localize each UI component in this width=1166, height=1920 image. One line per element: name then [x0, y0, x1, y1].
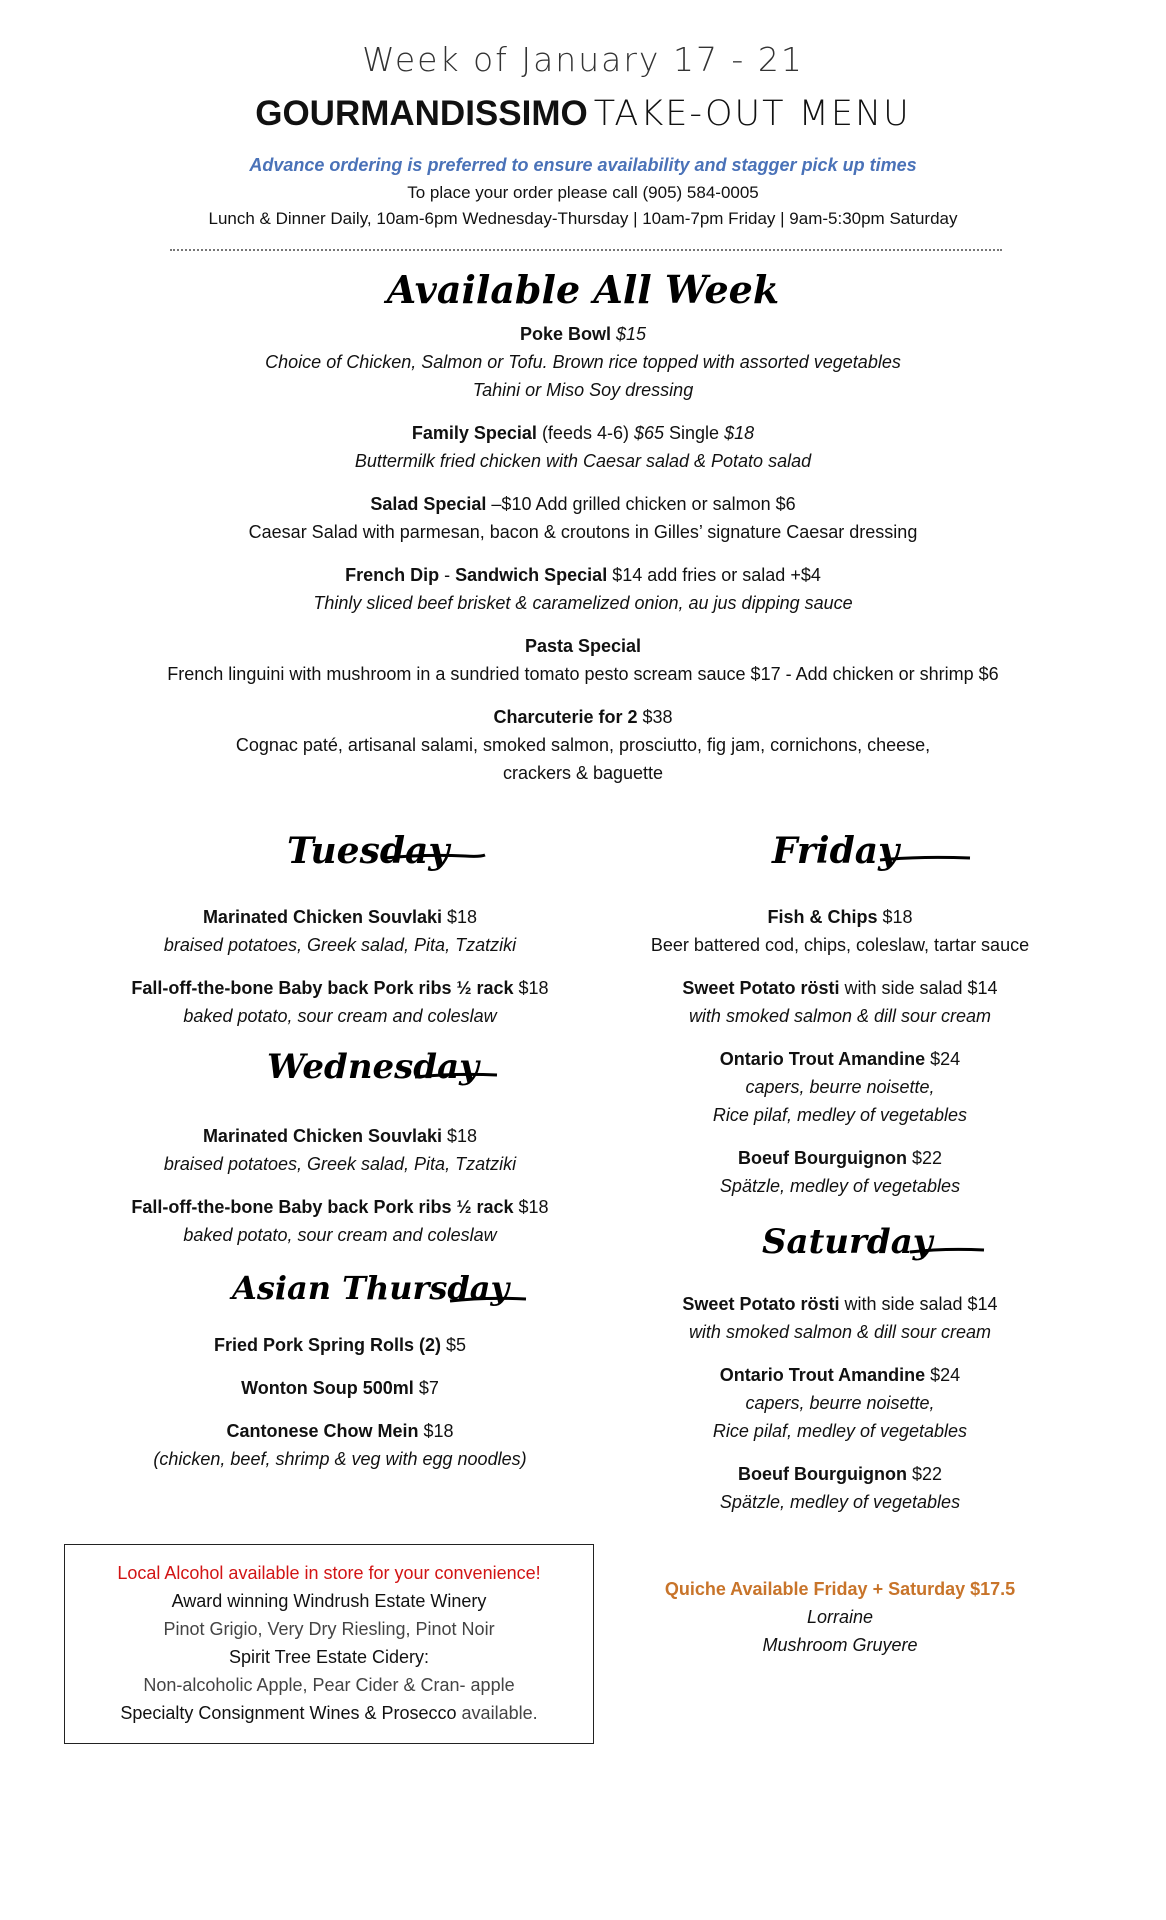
thursday-item3-price: $18	[418, 1421, 454, 1441]
charcuterie-desc2: crackers & baguette	[502, 763, 664, 783]
thursday-flourish	[230, 1267, 530, 1325]
alcohol-line6b: available.	[456, 1703, 538, 1723]
friday-item3-name: Ontario Trout Amandine	[719, 1049, 926, 1069]
thursday-item-3	[60, 1417, 620, 1473]
poke-bowl-desc1: Choice of Chicken, Salmon or Tofu. Brown rice topped with assorted vegetables	[265, 352, 901, 372]
friday-item4-desc: Spätzle, medley of vegetables	[719, 1176, 961, 1196]
quiche-block	[600, 1575, 1080, 1659]
advance-ordering-note: Advance ordering is preferred to ensure availability and stagger pick up times	[249, 155, 917, 175]
friday-item-4	[600, 1144, 1080, 1200]
family-special-single: Single	[664, 423, 725, 443]
tuesday-item-2	[60, 974, 620, 1030]
salad-special-desc: Caesar Salad with parmesan, bacon & croutons in Gilles’ signature Caesar dressing	[248, 522, 918, 542]
heading-wednesday	[265, 1045, 505, 1103]
wednesday-item1-desc: braised potatoes, Greek salad, Pita, Tzatziki	[163, 1154, 517, 1174]
heading-saturday-text: Saturday	[762, 1222, 933, 1262]
saturday-item-3	[600, 1460, 1080, 1516]
local-alcohol-box	[64, 1544, 594, 1744]
friday-item-2	[600, 974, 1080, 1030]
friday-item2-name: Sweet Potato rösti	[682, 978, 840, 998]
heading-available-all-week	[383, 262, 783, 318]
alcohol-line1: Local Alcohol available in store for your convenience!	[117, 1563, 541, 1583]
salad-special-name: Salad Special	[370, 494, 487, 514]
tuesday-item1-desc: braised potatoes, Greek salad, Pita, Tzatziki	[163, 935, 517, 955]
friday-item1-name: Fish & Chips	[767, 907, 878, 927]
pasta-special-name: Pasta Special	[524, 636, 642, 656]
thursday-item3-desc: (chicken, beef, shrimp & veg with egg noodles)	[153, 1449, 527, 1469]
charcuterie-price: $38	[637, 707, 673, 727]
alcohol-line6a: Specialty Consignment Wines & Prosecco	[120, 1703, 457, 1723]
thursday-item2-name: Wonton Soup 500ml	[241, 1378, 414, 1398]
alcohol-line5: Non-alcoholic Apple, Pear Cider & Cran- apple	[143, 1675, 515, 1695]
wednesday-item1-name: Marinated Chicken Souvlaki	[202, 1126, 443, 1146]
heading-asian-thursday-text: Asian Thursday	[232, 1269, 510, 1307]
heading-available-all-week-text: Available All Week	[386, 267, 780, 312]
wednesday-flourish	[265, 1045, 505, 1103]
poke-bowl-name: Poke Bowl	[519, 324, 611, 344]
wednesday-item2-desc: baked potato, sour cream and coleslaw	[183, 1225, 497, 1245]
tuesday-item-1	[60, 903, 620, 959]
week-heading: Week of January 17 - 21	[362, 40, 804, 79]
saturday-item1-desc: with smoked salmon & dill sour cream	[688, 1322, 992, 1342]
thursday-item1-price: $5	[441, 1335, 467, 1355]
saturday-flourish	[760, 1220, 990, 1278]
saturday-item3-name: Boeuf Bourguignon	[737, 1464, 907, 1484]
phone-line: To place your order please call (905) 584-0005	[407, 183, 759, 202]
heading-friday-text: Friday	[772, 830, 899, 872]
salad-special-item	[0, 490, 1166, 546]
family-special-name: Family Special	[411, 423, 537, 443]
thursday-item1-name: Fried Pork Spring Rolls (2)	[213, 1335, 441, 1355]
charcuterie-desc1: Cognac paté, artisanal salami, smoked salmon, prosciutto, fig jam, cornichons, cheese,	[235, 735, 931, 755]
friday-item3-price: $24	[925, 1049, 961, 1069]
header-divider	[170, 249, 1002, 251]
pasta-special-desc: French linguini with mushroom in a sundried tomato pesto scream sauce $17 - Add chicken or shrimp $6	[167, 664, 999, 684]
menu-title	[0, 94, 1166, 134]
heading-tuesday	[285, 828, 495, 884]
friday-item2-desc: with smoked salmon & dill sour cream	[688, 1006, 992, 1026]
pasta-special-item	[0, 632, 1166, 688]
friday-item1-price: $18	[877, 907, 913, 927]
saturday-item-2	[600, 1361, 1080, 1445]
alcohol-line3: Pinot Grigio, Very Dry Riesling, Pinot Noir	[163, 1619, 495, 1639]
charcuterie-name: Charcuterie for 2	[493, 707, 638, 727]
saturday-item3-price: $22	[906, 1464, 942, 1484]
french-dip-name2: Sandwich Special	[455, 565, 608, 585]
friday-flourish	[770, 828, 980, 886]
french-dip-price: $14 add fries or salad +$4	[607, 565, 821, 585]
brand-name: GOURMANDISSIMO	[255, 94, 588, 133]
friday-item4-name: Boeuf Bourguignon	[737, 1148, 907, 1168]
hours-line: Lunch & Dinner Daily, 10am-6pm Wednesday-Thursday | 10am-7pm Friday | 9am-5:30pm Saturday	[208, 209, 958, 228]
tuesday-item1-name: Marinated Chicken Souvlaki	[202, 907, 443, 927]
salad-special-price: –$10 Add grilled chicken or salmon $6	[486, 494, 796, 514]
quiche-title: Quiche Available Friday + Saturday $17.5	[664, 1579, 1016, 1599]
family-special-price: $65	[633, 423, 665, 443]
quiche-option-1: Lorraine	[806, 1607, 874, 1627]
wednesday-item-1	[60, 1122, 620, 1178]
french-dip-sep: -	[439, 565, 456, 585]
family-special-desc: Buttermilk fried chicken with Caesar salad & Potato salad	[354, 451, 812, 471]
tuesday-item2-price: $18	[513, 978, 549, 998]
french-dip-name: French Dip	[345, 565, 440, 585]
poke-bowl-item	[0, 320, 1166, 404]
heading-asian-thursday	[230, 1267, 530, 1325]
poke-bowl-desc2: Tahini or Miso Soy dressing	[472, 380, 694, 400]
heading-tuesday-text: Tuesday	[287, 830, 450, 872]
tuesday-item2-name: Fall-off-the-bone Baby back Pork ribs ½ rack	[131, 978, 514, 998]
saturday-item1-price: with side salad $14	[839, 1294, 998, 1314]
heading-wednesday-text: Wednesday	[267, 1047, 479, 1087]
family-special-single-price: $18	[724, 423, 755, 443]
family-special-item	[0, 419, 1166, 475]
friday-item4-price: $22	[906, 1148, 942, 1168]
saturday-item1-name: Sweet Potato rösti	[682, 1294, 840, 1314]
friday-item3-desc1: capers, beurre noisette,	[745, 1077, 935, 1097]
quiche-option-2: Mushroom Gruyere	[762, 1635, 918, 1655]
heading-saturday	[760, 1220, 990, 1278]
family-special-feeds: (feeds 4-6)	[536, 423, 634, 443]
thursday-item3-name: Cantonese Chow Mein	[226, 1421, 419, 1441]
french-dip-item	[0, 561, 1166, 617]
wednesday-item1-price: $18	[442, 1126, 478, 1146]
thursday-item-2	[60, 1374, 620, 1402]
wednesday-item2-price: $18	[513, 1197, 549, 1217]
wednesday-item2-name: Fall-off-the-bone Baby back Pork ribs ½ rack	[131, 1197, 514, 1217]
saturday-item2-price: $24	[925, 1365, 961, 1385]
saturday-item3-desc: Spätzle, medley of vegetables	[719, 1492, 961, 1512]
friday-item-3	[600, 1045, 1080, 1129]
saturday-item2-desc2: Rice pilaf, medley of vegetables	[712, 1421, 968, 1441]
poke-bowl-price: $15	[616, 324, 647, 344]
wednesday-item-2	[60, 1193, 620, 1249]
saturday-item2-desc1: capers, beurre noisette,	[745, 1393, 935, 1413]
friday-item-1	[600, 903, 1080, 959]
tuesday-item2-desc: baked potato, sour cream and coleslaw	[183, 1006, 497, 1026]
friday-item3-desc2: Rice pilaf, medley of vegetables	[712, 1105, 968, 1125]
alcohol-line4: Spirit Tree Estate Cidery:	[228, 1647, 430, 1667]
tuesday-flourish	[285, 828, 495, 884]
charcuterie-item	[0, 703, 1166, 787]
friday-item2-price: with side salad $14	[839, 978, 998, 998]
thursday-item-1	[60, 1331, 620, 1359]
thursday-item2-price: $7	[413, 1378, 439, 1398]
alcohol-line2: Award winning Windrush Estate Winery	[171, 1591, 487, 1611]
tuesday-item1-price: $18	[442, 907, 478, 927]
heading-friday	[770, 828, 980, 886]
saturday-item2-name: Ontario Trout Amandine	[719, 1365, 926, 1385]
menu-title-text: TAKE-OUT MENU	[593, 94, 911, 134]
friday-item1-desc: Beer battered cod, chips, coleslaw, tartar sauce	[650, 935, 1030, 955]
french-dip-desc: Thinly sliced beef brisket & caramelized onion, au jus dipping sauce	[313, 593, 853, 613]
saturday-item-1	[600, 1290, 1080, 1346]
